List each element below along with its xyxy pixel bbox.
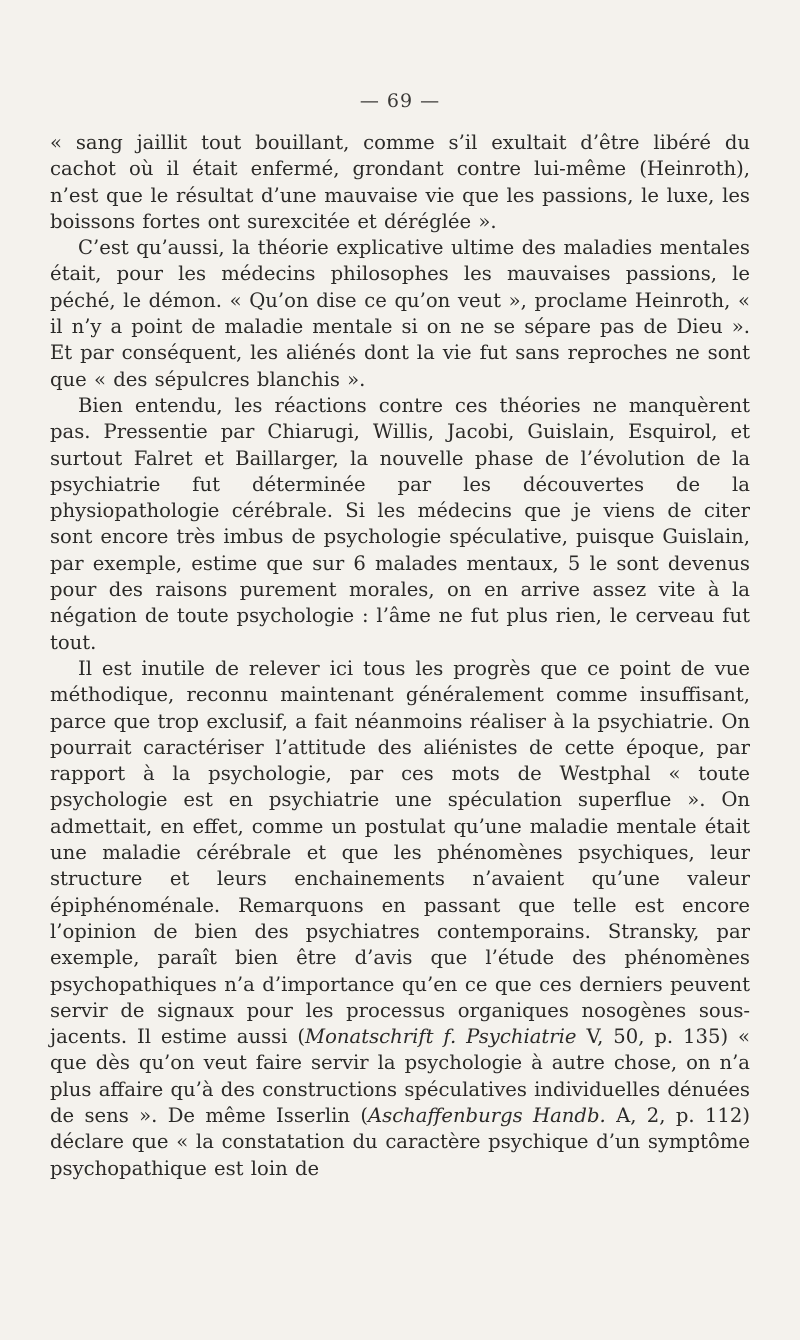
handbook-title-citation: Aschaffenburgs Handb. (367, 1103, 606, 1127)
paragraph-reactions: Bien entendu, les réactions contre ces théories ne manquèrent pas. Pressentie par Chiarugi, Willis, Jacobi, Guislain, Esquirol, et surtout Falret et Baillarger, la nouvelle phase de l’évolution de la psychiatrie fut déterminée par les découvertes de la physiopathologie cérébrale. Si les médecins que je viens de citer sont encore très imbus de psychologie spéculative, puisque Guislain, par exemple, estime que sur 6 malades mentaux, 5 le sont devenus pour des raisons purement morales, on en arrive assez vite à la négation de toute psychologie : l’âme ne fut plus rien, le cerveau fut tout. (50, 393, 750, 654)
paragraph-text-segment: V, 50, p. 135) « que dès qu’on veut faire servir la psychologie à autre chose, on n’a plus affaire qu’à des constructions spéculatives individuelles dénuées de sens ». De même Isserlin ( (50, 1025, 751, 1127)
paragraph-text-segment: Il est inutile de relever ici tous les progrès que ce point de vue méthodique, reconnu maintenant généralement comme insuffisant, parce que trop exclusif, a fait néanmoins réaliser à la psychiatrie. On pourrait caractériser l’attitude des aliénistes de cette époque, par rapport à la psychologie, par ces mots de Westphal « toute psychologie est en psychiatrie une spéculation superflue ». On admettait, en effet, comme un postulat qu’une maladie mentale était une maladie cérébrale et que les phénomènes psychiques, leur structure et leurs enchainements n’avaient qu’une valeur épiphénoménale. Remarquons en passant que telle est encore l’opinion de bien des psychiatres contemporains. Stransky, par exemple, paraît bien être d’avis que l’étude des phénomènes psychopathiques n’a d’importance qu’en ce que ces derniers peuvent servir de signaux pour les processus organiques nosogènes sous-jacents. Il estime aussi ( (50, 656, 750, 1049)
journal-title-citation: Monatschrift f. Psychiatrie (305, 1025, 577, 1049)
paragraph-text-segment: A, 2, p. 112) déclare que « la constatation du caractère psychique d’un symptôme psychopathique est loin de (50, 1103, 750, 1180)
paragraph-explanatory-theory: C’est qu’aussi, la théorie explicative ultime des maladies mentales était, pour les médecins philosophes les mauvaises passions, le péché, le démon. « Qu’on dise ce qu’on veut », proclame Heinroth, « il n’y a point de maladie mentale si on ne se sépare pas de Dieu ». Et par conséquent, les aliénés dont la vie fut sans reproches ne sont que « des sépulcres blanchis ». (50, 236, 750, 391)
page-number: — 69 — (359, 90, 441, 112)
page-body (50, 130, 750, 1182)
paragraph-methodical-view (50, 656, 750, 1182)
paragraph-continued-quote: « sang jaillit tout bouillant, comme s’il exultait d’être libéré du cachot où il était enfermé, grondant contre lui-même (Heinroth), n’est que le résultat d’une mauvaise vie que les passions, le luxe, les boissons fortes ont surexcitée et déréglée ». (50, 131, 750, 233)
